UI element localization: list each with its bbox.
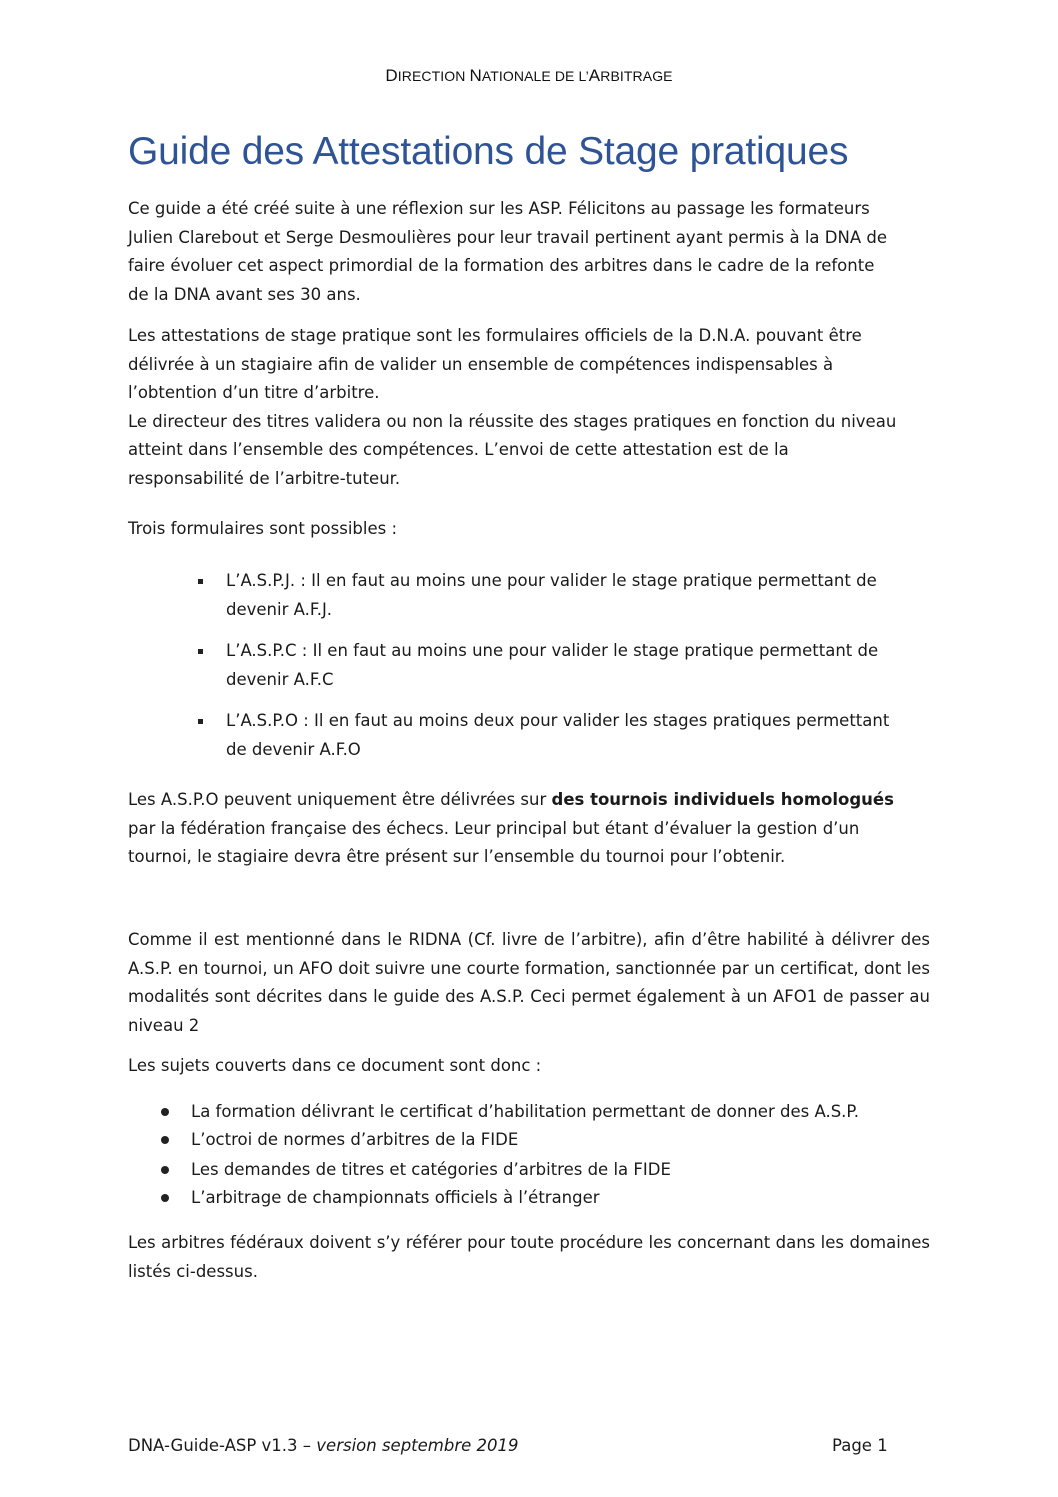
footer-version: version septembre 2019 (316, 1436, 519, 1455)
attestations-line: l’obtention d’un titre d’arbitre. (128, 383, 380, 402)
form-line: L’A.S.P.O : Il en faut au moins deux pour valider les stages pratiques permettant (226, 711, 890, 730)
header-part-irection: IRECTION (397, 68, 470, 84)
header-part-rbitrage: RBITRAGE (600, 68, 673, 84)
topic-text: Les demandes de titres et catégories d’arbitres de la FIDE (191, 1160, 671, 1179)
header-initial-a: A (588, 66, 601, 85)
square-bullet-icon (198, 719, 203, 724)
closing-paragraph: Les arbitres fédéraux doivent s’y référer pour toute procédure les concernant dans les domaines listés ci-dessus. (128, 1233, 930, 1281)
aspo-line: tournoi, le stagiaire devra être présent sur l’ensemble du tournoi pour l’obtenir. (128, 847, 786, 866)
page-title: Guide des Attestations de Stage pratiques (128, 130, 849, 173)
footer-doc-reference (128, 1436, 519, 1455)
running-header (0, 66, 1058, 86)
attestations-line: atteint dans l’ensemble des compétences. L’envoi de cette attestation est de la (128, 440, 789, 459)
attestations-paragraph (128, 322, 930, 493)
aspo-bold-phrase: des tournois individuels homologués (551, 790, 894, 809)
topic-text: L’octroi de normes d’arbitres de la FIDE (191, 1130, 519, 1149)
attestations-line: Les attestations de stage pratique sont les formulaires officiels de la D.N.A. pouvant être (128, 326, 862, 345)
aspo-line: par la fédération française des échecs. Leur principal but étant d’évaluer la gestion d’un (128, 818, 860, 838)
intro-line: Julien Clarebout et Serge Desmoulières pour leur travail pertinent ayant permis à la DNA de (128, 227, 887, 247)
forms-intro: Trois formulaires sont possibles : (128, 519, 398, 538)
square-bullet-icon (198, 579, 203, 584)
form-line: devenir A.F.J. (226, 599, 333, 619)
footer-doc-ref: DNA-Guide-ASP v1.3 – (128, 1436, 317, 1455)
form-line: L’A.S.P.C : Il en faut au moins une pour valider le stage pratique permettant de (226, 641, 879, 660)
attestations-line: délivrée à un stagiaire afin de valider un ensemble de compétences indispensables à (128, 354, 834, 374)
header-initial-n: N (469, 66, 482, 85)
intro-paragraph (128, 195, 930, 309)
attestations-line: responsabilité de l’arbitre-tuteur. (128, 468, 401, 488)
topics-intro: Les sujets couverts dans ce document sont donc : (128, 1056, 542, 1075)
ridna-paragraph: Comme il est mentionné dans le RIDNA (Cf. livre de l’arbitre), afin d’être habilité à délivrer des A.S.P. en tournoi, un AFO doit suivre une courte formation, sanctionnée par un certificat, dont les modalités sont décrites dans le guide des A.S.P. Ceci permet également à un AFO1 de passer au niveau 2 (128, 930, 930, 1035)
aspo-line-prefix: Les A.S.P.O peuvent uniquement être délivrées sur (128, 790, 552, 809)
header-initial-d: D (385, 66, 398, 85)
round-bullet-icon (161, 1166, 169, 1174)
intro-line: Ce guide a été créé suite à une réflexion sur les ASP. Félicitons au passage les formateurs (128, 199, 870, 218)
intro-line: de la DNA avant ses 30 ans. (128, 284, 361, 304)
square-bullet-icon (198, 649, 203, 654)
topic-text: L’arbitrage de championnats officiels à l’étranger (191, 1188, 600, 1207)
form-line: de devenir A.F.O (226, 739, 361, 759)
attestations-line: Le directeur des titres validera ou non la réussite des stages pratiques en fonction du niveau (128, 411, 897, 431)
footer-page-number: Page 1 (832, 1436, 888, 1455)
form-line: devenir A.F.C (226, 669, 334, 689)
header-part-ationale: ATIONALE DE L’ (481, 68, 589, 84)
round-bullet-icon (161, 1194, 169, 1202)
round-bullet-icon (161, 1136, 169, 1144)
intro-line: faire évoluer cet aspect primordial de la formation des arbitres dans le cadre de la refonte (128, 256, 875, 275)
aspo-paragraph (128, 786, 930, 872)
topic-text: La formation délivrant le certificat d’habilitation permettant de donner des A.S.P. (191, 1102, 860, 1121)
round-bullet-icon (161, 1108, 169, 1116)
form-line: L’A.S.P.J. : Il en faut au moins une pour valider le stage pratique permettant de (226, 571, 877, 590)
